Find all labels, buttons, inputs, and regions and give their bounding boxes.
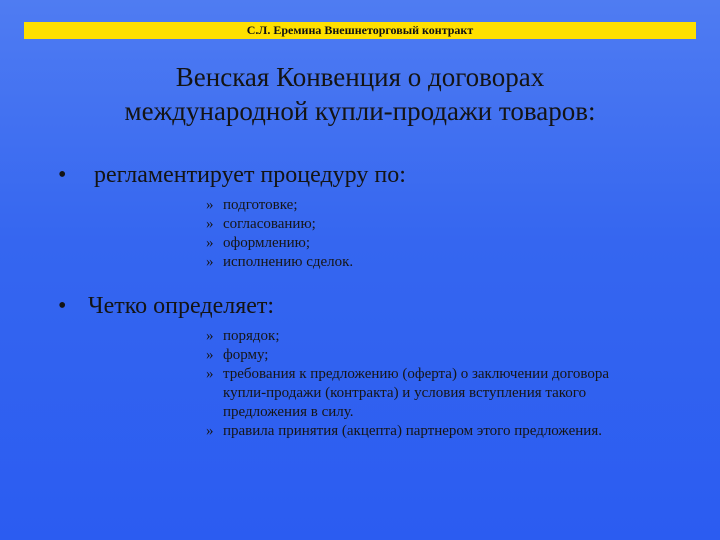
sub-text: согласованию; xyxy=(223,216,316,232)
sub-list-item xyxy=(206,422,636,441)
sub-list-item xyxy=(206,327,636,346)
sub-list-item xyxy=(206,346,636,365)
sub-text: порядок; xyxy=(223,328,280,344)
header-text: С.Л. Еремина Внешнеторговый контракт xyxy=(246,23,474,37)
sub-text: оформлению; xyxy=(223,235,311,251)
bullet-marker: • xyxy=(58,162,67,188)
sub-text: требования к предложению (оферта) о заключении договора купли-продажи (контракта) и условия вступления такого предложения в силу. xyxy=(223,366,610,420)
sub-text: подготовке; xyxy=(223,197,298,213)
bullet-item xyxy=(58,162,406,189)
sub-list-item xyxy=(206,215,626,234)
header-bar xyxy=(24,22,696,39)
title-line-2: международной купли-продажи товаров: xyxy=(124,96,596,126)
sub-text: исполнению сделок. xyxy=(223,254,354,270)
bullet-item xyxy=(58,293,274,320)
sub-marker: » xyxy=(206,197,214,213)
sub-list-item xyxy=(206,253,626,272)
sub-text: форму; xyxy=(223,347,269,363)
sub-marker: » xyxy=(206,235,214,251)
sub-marker: » xyxy=(206,423,214,439)
bullet-text: регламентирует процедуру по: xyxy=(94,162,406,188)
sub-list xyxy=(206,327,636,441)
sub-text: правила принятия (акцепта) партнером этого предложения. xyxy=(223,423,602,439)
sub-list xyxy=(206,196,626,272)
bullet-text: Четко определяет: xyxy=(88,293,275,319)
sub-marker: » xyxy=(206,366,214,382)
sub-list-item xyxy=(206,365,636,422)
sub-marker: » xyxy=(206,328,214,344)
sub-marker: » xyxy=(206,216,214,232)
bullet-marker: • xyxy=(58,293,67,319)
sub-marker: » xyxy=(206,254,214,270)
sub-marker: » xyxy=(206,347,214,363)
sub-list-item xyxy=(206,196,626,215)
title-line-1: Венская Конвенция о договорах xyxy=(175,62,545,92)
slide-title xyxy=(40,60,680,128)
sub-list-item xyxy=(206,234,626,253)
